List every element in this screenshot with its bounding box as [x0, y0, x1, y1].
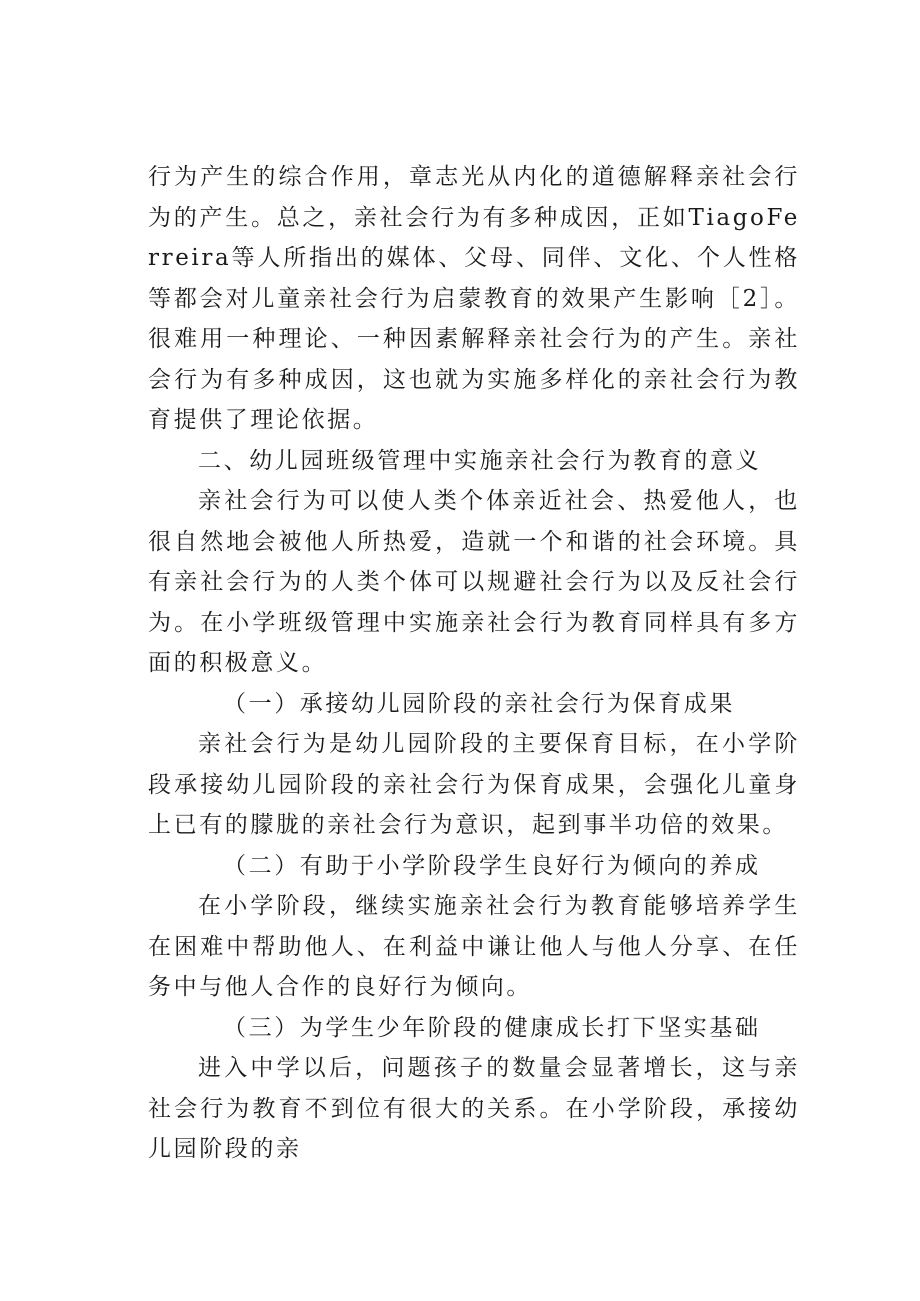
- sub-heading: （二）有助于小学阶段学生良好行为倾向的养成: [223, 852, 761, 879]
- body-paragraph: 进入中学以后，问题孩子的数量会显著增长，这与亲社会行为教育不到位有很大的关系。在小学阶段，承接幼儿园阶段的亲: [148, 1055, 800, 1162]
- section-heading: 二、幼儿园班级管理中实施亲社会行为教育的意义: [198, 447, 762, 474]
- document-page: [148, 157, 800, 1170]
- sub-heading: （一）承接幼儿园阶段的亲社会行为保育成果: [223, 690, 735, 717]
- body-paragraph: 亲社会行为是幼儿园阶段的主要保育目标，在小学阶段承接幼儿园阶段的亲社会行为保育成果，会强化儿童身上已有的朦胧的亲社会行为意识，起到事半功倍的效果。: [148, 731, 800, 838]
- body-paragraph-continued: 行为产生的综合作用，章志光从内化的道德解释亲社会行为的产生。总之，亲社会行为有多种成因，正如TiagoFerreira等人所指出的媒体、父母、同伴、文化、个人性格等都会对儿童亲社会行为启蒙教育的效果产生影响［2］。很难用一种理论、一种因素解释亲社会行为的产生。亲社会行为有多种成因，这也就为实施多样化的亲社会行为教育提供了理论依据。: [148, 164, 800, 433]
- body-paragraph: 在小学阶段，继续实施亲社会行为教育能够培养学生在困难中帮助他人、在利益中谦让他人与他人分享、在任务中与他人合作的良好行为倾向。: [148, 893, 800, 1000]
- body-paragraph: 亲社会行为可以使人类个体亲近社会、热爱他人，也很自然地会被他人所热爱，造就一个和谐的社会环境。具有亲社会行为的人类个体可以规避社会行为以及反社会行为。在小学班级管理中实施亲社会行为教育同样具有多方面的积极意义。: [148, 488, 800, 676]
- sub-heading: （三）为学生少年阶段的健康成长打下坚实基础: [223, 1014, 761, 1041]
